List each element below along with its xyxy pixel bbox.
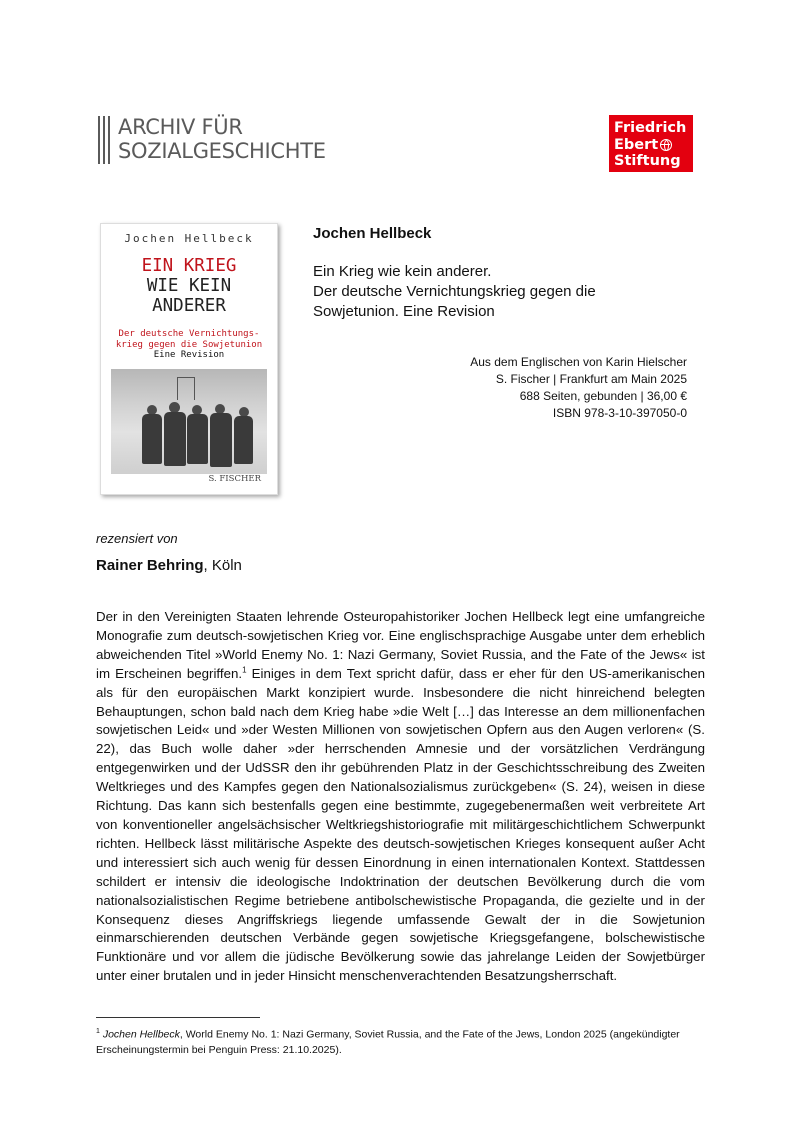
- book-pages-price: 688 Seiten, gebunden | 36,00 €: [519, 389, 687, 403]
- reviewer-place: , Köln: [203, 557, 242, 574]
- cover-photo-figure: [164, 412, 186, 466]
- cover-title: [101, 256, 277, 316]
- cover-subtitle: [101, 329, 277, 361]
- book-title-line1: Ein Krieg wie kein anderer.: [313, 263, 492, 280]
- cover-subtitle-line2: krieg gegen die Sowjetunion: [115, 339, 263, 350]
- footnote-author: Jochen Hellbeck: [102, 1028, 180, 1041]
- cover-photo-figure: [187, 414, 208, 464]
- cover-subtitle-line1: Der deutsche Vernichtungs-: [118, 329, 260, 339]
- fes-logo-line3: Stiftung: [614, 153, 681, 169]
- book-author: Jochen Hellbeck: [313, 225, 432, 242]
- footnote-divider: [96, 1017, 260, 1018]
- book-title: [313, 262, 596, 322]
- fes-logo: [609, 115, 693, 172]
- footnote-text: , World Enemy No. 1: Nazi Germany, Soviet Russia, and the Fate of the Jews, London 2025 (angekündigter Erscheinungstermin bei Penguin Press: 21.10.2025).: [96, 1028, 680, 1056]
- reviewer-name: Rainer Behring: [96, 557, 204, 574]
- book-title-line3: Sowjetunion. Eine Revision: [313, 303, 495, 320]
- cover-title-line1: EIN KRIEG: [141, 256, 237, 276]
- cover-subtitle-line3: Eine Revision: [153, 350, 225, 360]
- book-translator: Aus dem Englischen von Karin Hielscher: [470, 355, 687, 369]
- footnote: [96, 1024, 705, 1058]
- book-cover: [100, 223, 278, 495]
- fes-logo-line1: Friedrich: [614, 120, 687, 136]
- archiv-bars-icon: [98, 116, 110, 164]
- archiv-logo-line2: SOZIALGESCHICHTE: [118, 139, 326, 163]
- reviewer: [96, 557, 242, 574]
- archiv-logo-line1: ARCHIV FÜR: [118, 115, 243, 139]
- cover-photo-figure: [210, 413, 232, 467]
- review-label: rezensiert von: [96, 531, 178, 546]
- archiv-logo: [98, 115, 326, 165]
- book-title-line2: Der deutsche Vernichtungskrieg gegen die: [313, 283, 596, 300]
- cover-title-line2: WIE KEIN: [146, 276, 232, 296]
- cover-photo-figure: [142, 414, 162, 464]
- book-meta: [470, 354, 687, 422]
- body-text-part2: Einiges in dem Text spricht dafür, dass er eher für den US-amerikanischen als für den europäischen Markt konzipiert wurde. Insbesondere die nicht hinreichend belegten Behauptungen, schon bald nach dem Krieg habe »die Welt […] das Interesse an dem millionenfachen sowjetischen Leid« und »der Westen Millionen von sowjetischen Opfern aus den Augen verloren« (S. 22), das Buch wolle daher »der herrschenden Amnesie und der vorsätzlichen Verdrängung entgegenwirken und der UdSSR den ihr gebührenden Platz in der Geschichtsschreibung des Zweiten Weltkrieges und des Kampfes gegen den Nationalsozialismus zurückgeben« (S. 24), weisen in diese Richtung. Das kann sich bestenfalls gegen eine bestimmte, zugegebenermaßen weit verbreitete Art von konventioneller angelsächsischer Weltkriegshistoriografie mit militärgeschichtlichem Schwerpunkt richten. Hellbeck lässt militärische Aspekte des deutsch-sowjetischen Krieges konsequent außer Acht und interessiert sich auch wenig für dessen Einordnung in einen internationalen Kontext. Stattdessen schildert er intensiv die ideologische Indoktrination der deutschen Bevölkerung durch die vom nationalsozialistischen Regime betriebene antibolschewistische Propaganda, die gezielte und in der Konsequenz dieses Angriffskriegs liegende umfassende Gewalt der in die Sowjetunion einmarschierenden deutschen Verbände gegen sowjetische Kriegsgefangene, bolschewistische Funktionäre und vor allem die jüdische Bevölkerung sowie das jahrelange Leiden der Sowjetbürger unter einer brutalen und in jeder Hinsicht menschenverachtenden Besatzungsherrschaft.: [96, 665, 705, 984]
- archiv-logo-text: [118, 115, 326, 163]
- footnote-reference[interactable]: 1: [242, 665, 247, 675]
- footnote-number: 1: [96, 1028, 100, 1035]
- fes-logo-line2: [614, 137, 693, 154]
- cover-author: Jochen Hellbeck: [124, 232, 254, 245]
- book-publisher: S. Fischer | Frankfurt am Main 2025: [495, 372, 687, 386]
- cover-title-line3: ANDERER: [152, 296, 226, 316]
- cover-photo-tower: [177, 377, 195, 400]
- cover-photo: [111, 369, 267, 474]
- globe-icon: [660, 139, 672, 151]
- review-body: [96, 608, 705, 986]
- book-isbn: ISBN 978-3-10-397050-0: [552, 406, 687, 420]
- cover-photo-figure: [234, 416, 253, 464]
- cover-publisher: S. FISCHER: [208, 474, 261, 484]
- body-text-part1: Der in den Vereinigten Staaten lehrende Osteuropahistoriker Jochen Hellbeck legt eine umfangreiche Monografie zum deutsch-sowjetischen Krieg vor. Eine englischsprachige Ausgabe unter dem erheblich abweichenden Titel »World Enemy No. 1: Nazi Germany, Soviet Russia, and the Fate of the Jews« ist im Erscheinen begriffen.: [96, 609, 705, 681]
- fes-logo-ebert: Ebert: [614, 136, 659, 153]
